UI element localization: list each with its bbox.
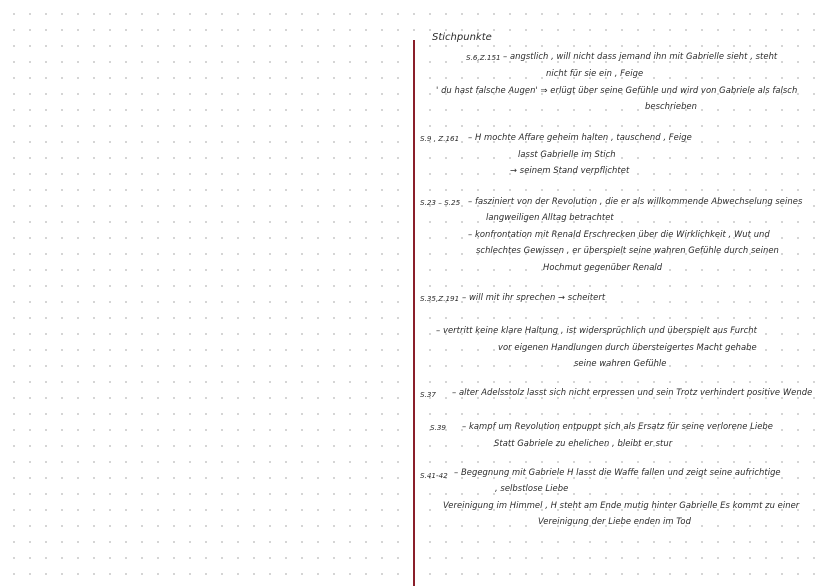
note-line: – will mit ihr sprechen → scheitert <box>462 292 606 302</box>
note-line: – alter Adelsstolz lasst sich nicht erpressen und sein Trotz verhindert positive Wende <box>452 387 813 397</box>
note-line: Vereinigung im Himmel , H steht am Ende mutig hinter Gabrielle Es kommt zu einer <box>443 500 800 510</box>
page-reference: S.41-42 <box>420 471 448 480</box>
page-reference: S.9 , Z.161 <box>420 134 460 143</box>
note-line: – angstlich , will nicht dass jemand ihn mit Gabrielle sieht , steht <box>503 51 778 61</box>
note-line: Statt Gabriele zu ehelichen , bleibt er stur <box>494 438 673 448</box>
margin-line <box>413 40 415 586</box>
note-line: – Begegnung mit Gabriele H lasst die Waffe fallen und zeigt seine aufrichtige <box>454 467 781 477</box>
notes-title: Stichpunkte <box>432 32 492 43</box>
note-line: Vereinigung der Liebe enden im Tod <box>538 516 691 526</box>
note-line: – konfrontation mit Renald Erschrecken über die Wirklichkeit , Wut und <box>468 229 770 239</box>
note-line: ' du hast falsche Augen' ⇒ erlügt über seine Gefühle und wird von Gabriele als falsch <box>436 85 798 95</box>
note-line: → seinem Stand verpflichtet <box>510 165 630 175</box>
note-line: – kampf um Revolution entpuppt sich als Ersatz für seine verlorene Liebe <box>462 421 773 431</box>
page-reference: S.39 <box>430 423 446 432</box>
note-line: – vertritt keine klare Haltung , ist widersprüchlich und überspielt aus Furcht <box>436 325 757 335</box>
note-line: – fasziniert von der Revolution , die er als willkommende Abwechselung seines <box>468 196 803 206</box>
page-reference: S.6,Z.151 <box>466 53 501 62</box>
page-reference: S.35,Z.191 <box>420 294 460 303</box>
note-line: Hochmut gegenüber Renald <box>543 262 663 272</box>
note-line: nicht für sie ein , Feige <box>546 68 644 78</box>
note-line: beschrieben <box>645 101 697 111</box>
note-line: langweiligen Alltag betrachtet <box>486 212 614 222</box>
note-line: , selbstlose Liebe <box>495 483 569 493</box>
page-reference: S.37 <box>420 390 436 399</box>
page-reference: S.23 – S.25 <box>420 198 461 207</box>
note-line: seine wahren Gefühle <box>574 358 667 368</box>
note-line: vor eigenen Handlungen durch übersteigertes Macht gehabe <box>498 342 757 352</box>
note-line: schlechtes Gewissen , er überspielt seine wahren Gefühle durch seinen <box>476 245 779 255</box>
note-line: – H mochte Affare geheim halten , tauschend , Feige <box>468 132 692 142</box>
note-line: lasst Gabrielle im Stich <box>518 149 616 159</box>
